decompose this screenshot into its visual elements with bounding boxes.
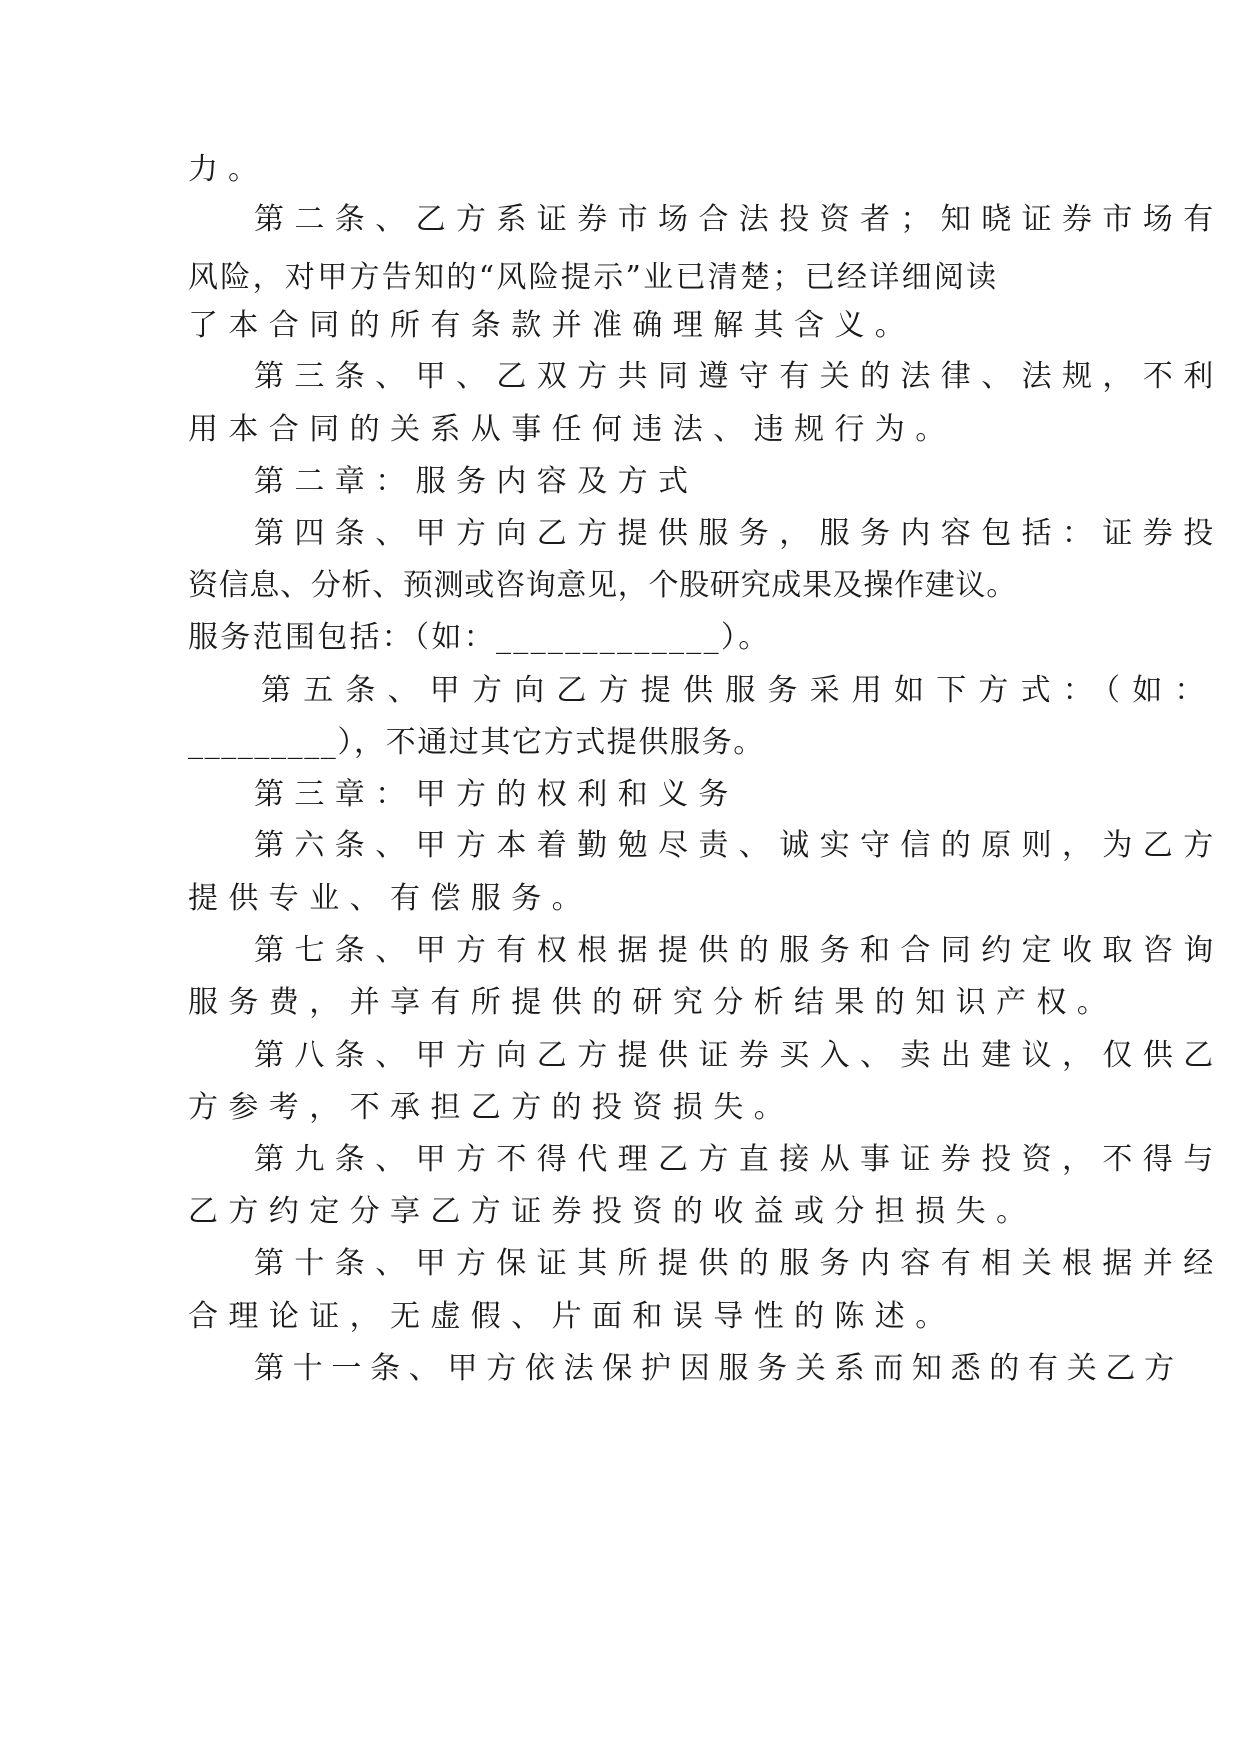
text-line-22: 第十条、甲方保证其所提供的服务内容有相关根据并经 bbox=[254, 1246, 1224, 1281]
text-line-8: 第四条、甲方向乙方提供服务，服务内容包括：证券投 bbox=[254, 516, 1224, 551]
chapter-2-heading: 第二章：服务内容及方式 bbox=[254, 464, 699, 499]
text-line-16: 第七条、甲方有权根据提供的服务和合同约定收取咨询 bbox=[254, 933, 1224, 968]
text-line-11: 第五条、甲方向乙方提供服务采用如下方式：（如： bbox=[261, 673, 1217, 708]
text-line-4: 了本合同的所有条款并准确理解其含义。 bbox=[188, 308, 916, 343]
text-line-5: 第三条、甲、乙双方共同遵守有关的法律、法规，不利 bbox=[254, 359, 1224, 394]
text-line-2: 第二条、乙方系证券市场合法投资者；知晓证券市场有 bbox=[254, 202, 1224, 237]
text-line-3: 风险，对甲方告知的“风险提示”业已清楚；已经详细阅读 bbox=[188, 260, 999, 295]
text-line-23: 合理论证，无虚假、片面和误导性的陈述。 bbox=[188, 1299, 956, 1334]
text-line-15: 提供专业、有偿服务。 bbox=[188, 881, 592, 916]
text-line-21: 乙方约定分享乙方证券投资的收益或分担损失。 bbox=[188, 1194, 1037, 1229]
text-line-20: 第九条、甲方不得代理乙方直接从事证券投资，不得与 bbox=[254, 1142, 1224, 1177]
text-line-1: 力。 bbox=[188, 152, 268, 187]
chapter-3-heading: 第三章：甲方的权利和义务 bbox=[254, 777, 739, 812]
text-line-6: 用本合同的关系从事任何违法、违规行为。 bbox=[188, 412, 956, 447]
text-line-10: 服务范围包括：（如：_____________）。 bbox=[188, 620, 771, 655]
text-line-17: 服务费，并享有所提供的研究分析结果的知识产权。 bbox=[188, 985, 1118, 1020]
text-line-18: 第八条、甲方向乙方提供证券买入、卖出建议，仅供乙 bbox=[254, 1038, 1224, 1073]
text-line-24: 第十一条、甲方依法保护因服务关系而知悉的有关乙方 bbox=[254, 1351, 1183, 1386]
text-line-9: 资信息、分析、预测或咨询意见，个股研究成果及操作建议。 bbox=[188, 568, 1017, 603]
text-line-19: 方参考，不承担乙方的投资损失。 bbox=[188, 1090, 794, 1125]
text-line-14: 第六条、甲方本着勤勉尽责、诚实守信的原则，为乙方 bbox=[254, 828, 1224, 863]
text-line-12: _________），不通过其它方式提供服务。 bbox=[188, 725, 765, 760]
